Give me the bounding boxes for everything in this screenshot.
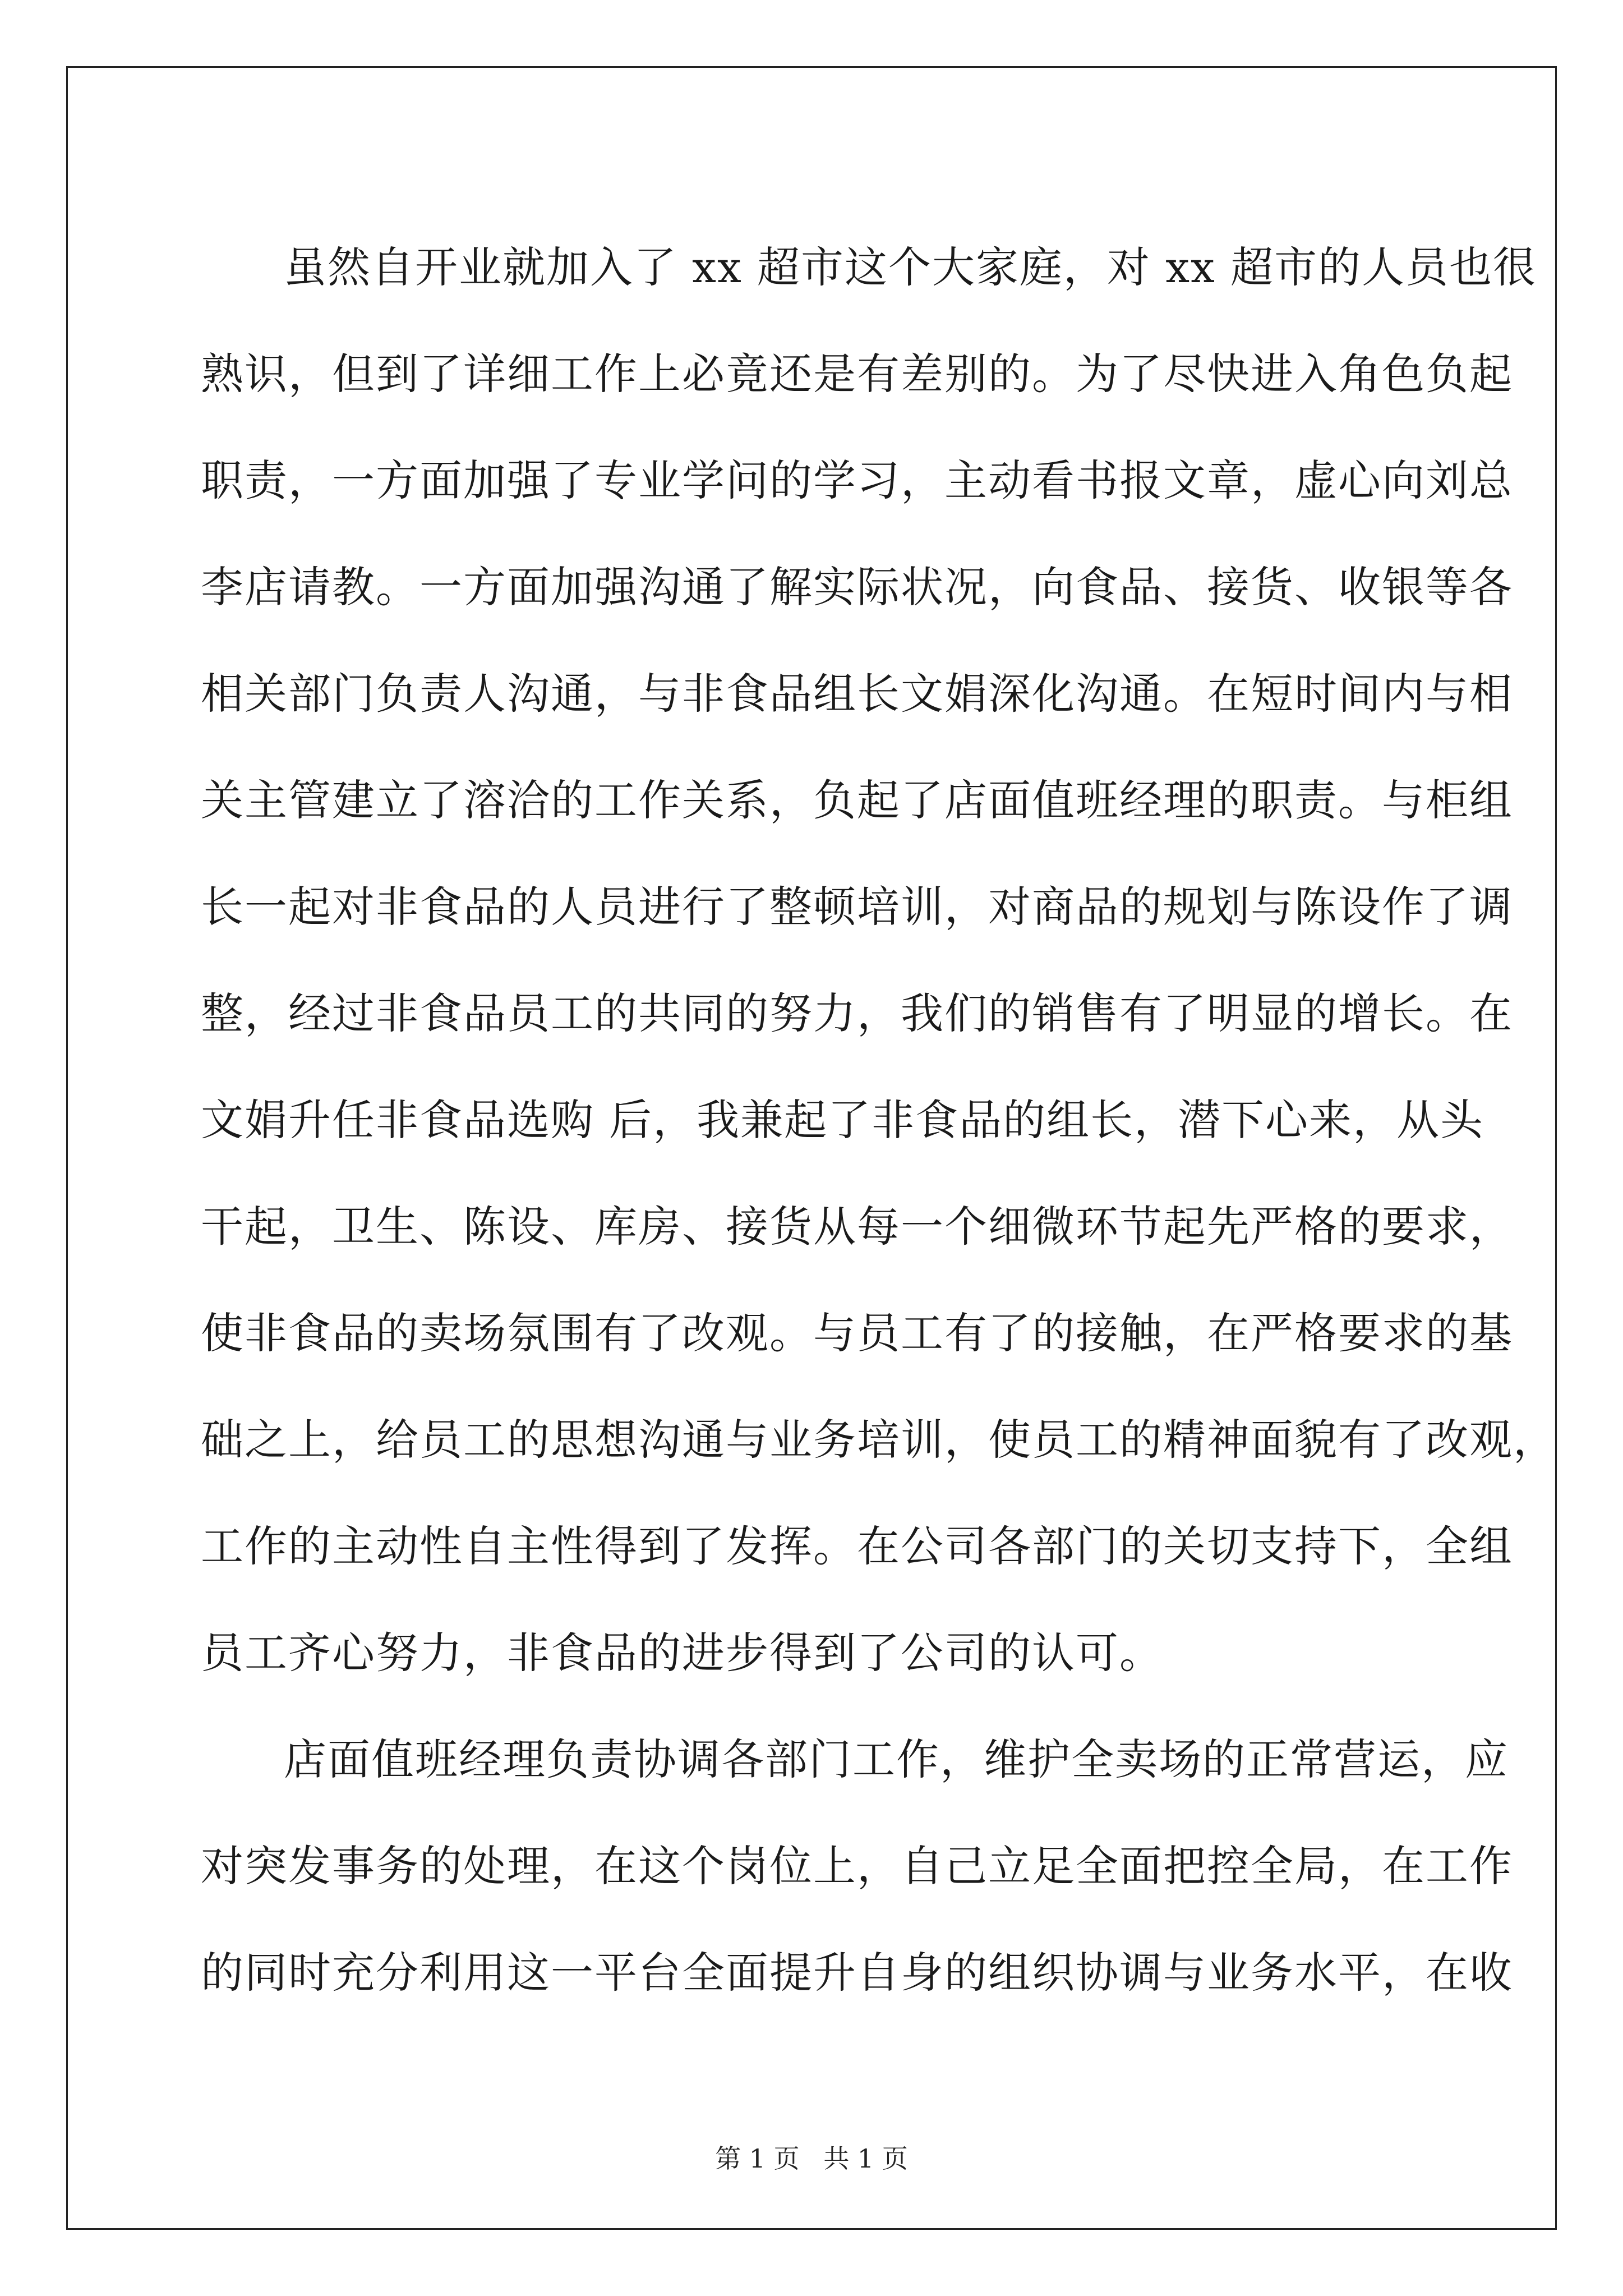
text-line: 工作的主动性自主性得到了发挥。在公司各部门的关切支持下，全组 bbox=[201, 1521, 1513, 1571]
text-line: 对突发事务的处理，在这个岗位上，自己立足全面把控全局，在工作 bbox=[201, 1841, 1513, 1891]
page-footer bbox=[0, 2142, 1623, 2175]
text-line: 础之上，给员工的思想沟通与业务培训，使员工的精神面貌有了改观， bbox=[201, 1415, 1557, 1465]
document-body bbox=[201, 214, 1557, 2026]
text-line: 员工齐心努力，非食品的进步得到了公司的认可。 bbox=[201, 1628, 1163, 1678]
text-line: 长一起对非食品的人员进行了整顿培训，对商品的规划与陈设作了调 bbox=[201, 882, 1513, 932]
text-line: 干起，卫生、陈设、库房、接货从每一个细微环节起先严格的要求， bbox=[201, 1202, 1513, 1251]
text-line: 店面值班经理负责协调各部门工作，维护全卖场的正常营运，应 bbox=[284, 1734, 1509, 1784]
text-line: 李店请教。一方面加强沟通了解实际状况，向食品、接货、收银等各 bbox=[201, 562, 1513, 612]
text-line: 关主管建立了溶洽的工作关系，负起了店面值班经理的职责。与柜组 bbox=[201, 775, 1513, 825]
page-number: 第 1 页 bbox=[715, 2143, 800, 2174]
text-line: 使非食品的卖场氛围有了改观。与员工有了的接触，在严格要求的基 bbox=[201, 1308, 1513, 1358]
page-total: 共 1 页 bbox=[823, 2143, 908, 2174]
text-line: 虽然自开业就加入了 xx 超市这个大家庭，对 xx 超市的人员也很 bbox=[284, 242, 1537, 292]
text-line: 整，经过非食品员工的共同的努力，我们的销售有了明显的增长。在 bbox=[201, 988, 1513, 1038]
text-line: 职责，一方面加强了专业学问的学习，主动看书报文章，虚心向刘总 bbox=[201, 455, 1513, 505]
text-line: 相关部门负责人沟通，与非食品组长文娟深化沟通。在短时间内与相 bbox=[201, 669, 1513, 719]
text-line: 文娟升任非食品选购 后，我兼起了非食品的组长，潜下心来，从头 bbox=[201, 1095, 1484, 1145]
text-line: 的同时充分利用这一平台全面提升自身的组织协调与业务水平，在收 bbox=[201, 1948, 1513, 1998]
text-line: 熟识，但到了详细工作上必竟还是有差别的。为了尽快进入角色负起 bbox=[201, 349, 1513, 399]
